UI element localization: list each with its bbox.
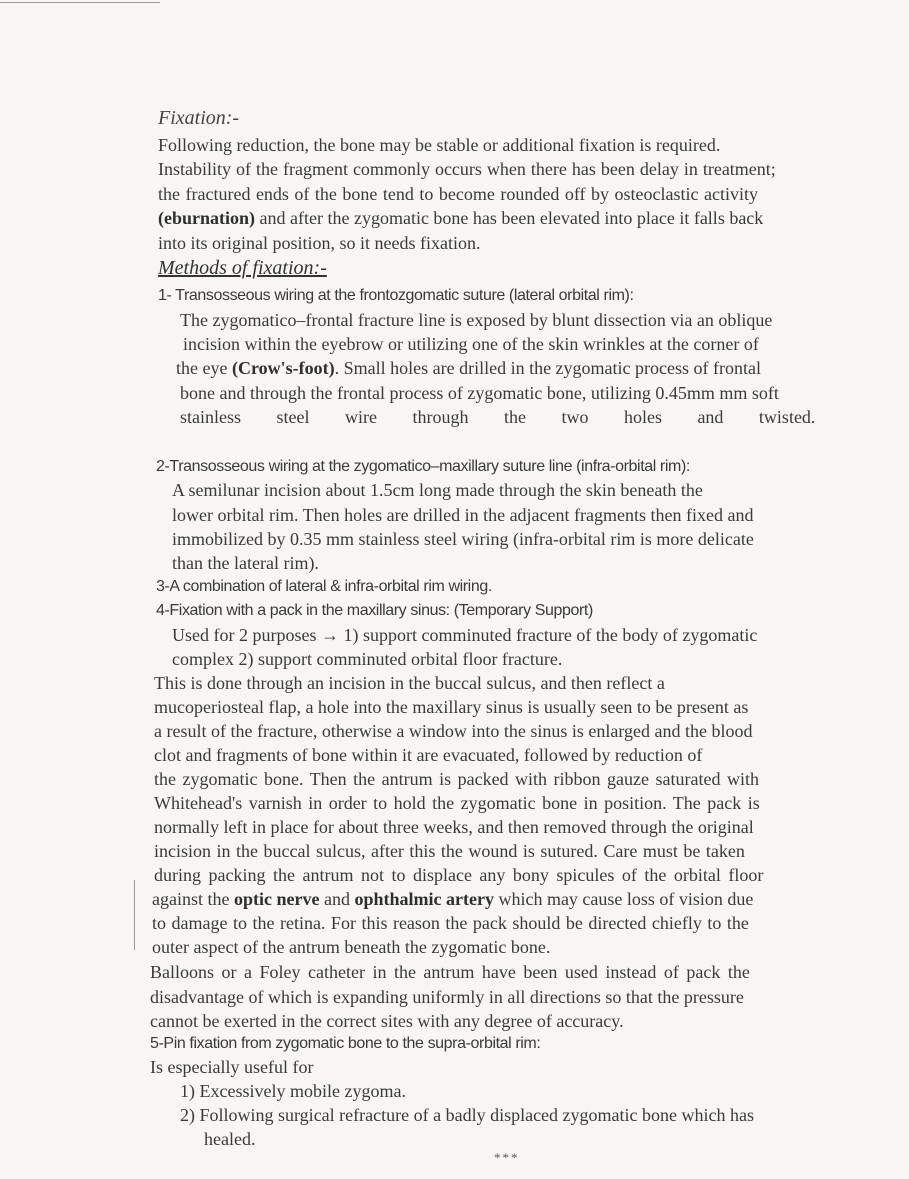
term-ophthalmic-artery: ophthalmic artery — [354, 889, 494, 909]
method5-item-2: 2) Following surgical refracture of a badly displaced zygomatic bone which has — [180, 1105, 754, 1125]
method2-line-2: lower orbital rim. Then holes are drilled in the adjacent fragments then fixed and — [172, 505, 754, 525]
method1-line-4: bone and through the frontal process of zygomatic bone, utilizing 0.45mm mm soft — [180, 383, 779, 403]
method4-body-line-8: incision in the buccal sulcus, after this the wound is sutured. Care must be taken — [154, 841, 745, 861]
fixation-line-1: Following reduction, the bone may be stable or additional fixation is required. — [158, 135, 721, 155]
method4-body-line-9: during packing the antrum not to displace any bony spicules of the orbital floor — [154, 865, 764, 885]
method4-body-line-4: clot and fragments of bone within it are evacuated, followed by reduction of — [154, 745, 703, 765]
balloons-line-2: disadvantage of which is expanding uniformly in all directions so that the pressure — [150, 987, 744, 1007]
term-optic-nerve: optic nerve — [233, 889, 320, 909]
method1-line-3: the eye (Crow's-foot). Small holes are drilled in the zygomatic process of frontal — [176, 358, 761, 378]
method4-body-line-3: a result of the fracture, otherwise a window into the sinus is enlarged and the blood — [154, 721, 753, 741]
balloons-line-3: cannot be exerted in the correct sites with any degree of accuracy. — [150, 1011, 624, 1031]
method4-body-line-5: the zygomatic bone. Then the antrum is packed with ribbon gauze saturated with — [154, 769, 759, 789]
method1-line-2: incision within the eyebrow or utilizing one of the skin wrinkles at the corner of — [183, 334, 759, 354]
fixation-line-5: into its original position, so it needs fixation. — [158, 233, 481, 253]
end-mark: *** — [494, 1150, 520, 1165]
margin-bracket — [134, 880, 135, 950]
heading-fixation: Fixation:- — [158, 107, 240, 129]
method4-body-line-10: against the optic nerve and ophthalmic artery which may cause loss of vision due — [152, 889, 754, 909]
method5-item-2-cont: healed. — [204, 1129, 256, 1149]
method2-line-4: than the lateral rim). — [172, 553, 319, 573]
heading-methods: Methods of fixation:- — [158, 257, 327, 279]
fixation-line-4: (eburnation) and after the zygomatic bone has been elevated into place it falls back — [158, 208, 764, 228]
method4-use-line-1: Used for 2 purposes → 1) support comminuted fracture of the body of zygomatic — [172, 625, 758, 645]
method1-title: 1- Transosseous wiring at the frontozgomatic suture (lateral orbital rim): — [158, 287, 634, 304]
fixation-line-2: Instability of the fragment commonly occurs when there has been delay in treatment; — [158, 159, 776, 179]
method4-body-line-6: Whitehead's varnish in order to hold the zygomatic bone in position. The pack is — [154, 793, 760, 813]
method4-body-line-12: outer aspect of the antrum beneath the zygomatic bone. — [152, 937, 551, 957]
method4-body-line-2: mucoperiosteal flap, a hole into the maxillary sinus is usually seen to be present as — [154, 697, 749, 717]
method2-line-1: A semilunar incision about 1.5cm long made through the skin beneath the — [172, 480, 703, 500]
method2-title: 2-Transosseous wiring at the zygomatico–maxillary suture line (infra-orbital rim): — [156, 458, 690, 475]
method3-title: 3-A combination of lateral & infra-orbital rim wiring. — [156, 578, 492, 595]
method4-body-line-11: to damage to the retina. For this reason the pack should be directed chiefly to the — [152, 913, 749, 933]
method4-title: 4-Fixation with a pack in the maxillary sinus: (Temporary Support) — [156, 602, 593, 619]
method4-body-line-7: normally left in place for about three weeks, and then removed through the original — [154, 817, 754, 837]
method4-use-line-2: complex 2) support comminuted orbital floor fracture. — [172, 649, 563, 669]
balloons-line-1: Balloons or a Foley catheter in the antrum have been used instead of pack the — [150, 962, 750, 982]
method5-title: 5-Pin fixation from zygomatic bone to the supra-orbital rim: — [150, 1035, 541, 1052]
method5-intro: Is especially useful for — [150, 1057, 314, 1077]
method1-line-1: The zygomatico–frontal fracture line is exposed by blunt dissection via an oblique — [180, 310, 773, 330]
method4-body-line-1: This is done through an incision in the buccal sulcus, and then reflect a — [154, 673, 665, 693]
method2-line-3: immobilized by 0.35 mm stainless steel wiring (infra-orbital rim is more delicate — [172, 529, 754, 549]
fixation-line-3: the fractured ends of the bone tend to become rounded off by osteoclastic activity — [158, 184, 758, 204]
term-crows-foot: (Crow's-foot) — [231, 358, 335, 378]
method1-line-5: stainless steel wire through the two holes and twisted. — [180, 407, 816, 427]
method5-item-1: 1) Excessively mobile zygoma. — [180, 1081, 406, 1101]
scan-edge-line — [0, 2, 160, 3]
term-eburnation: (eburnation) — [158, 208, 256, 228]
